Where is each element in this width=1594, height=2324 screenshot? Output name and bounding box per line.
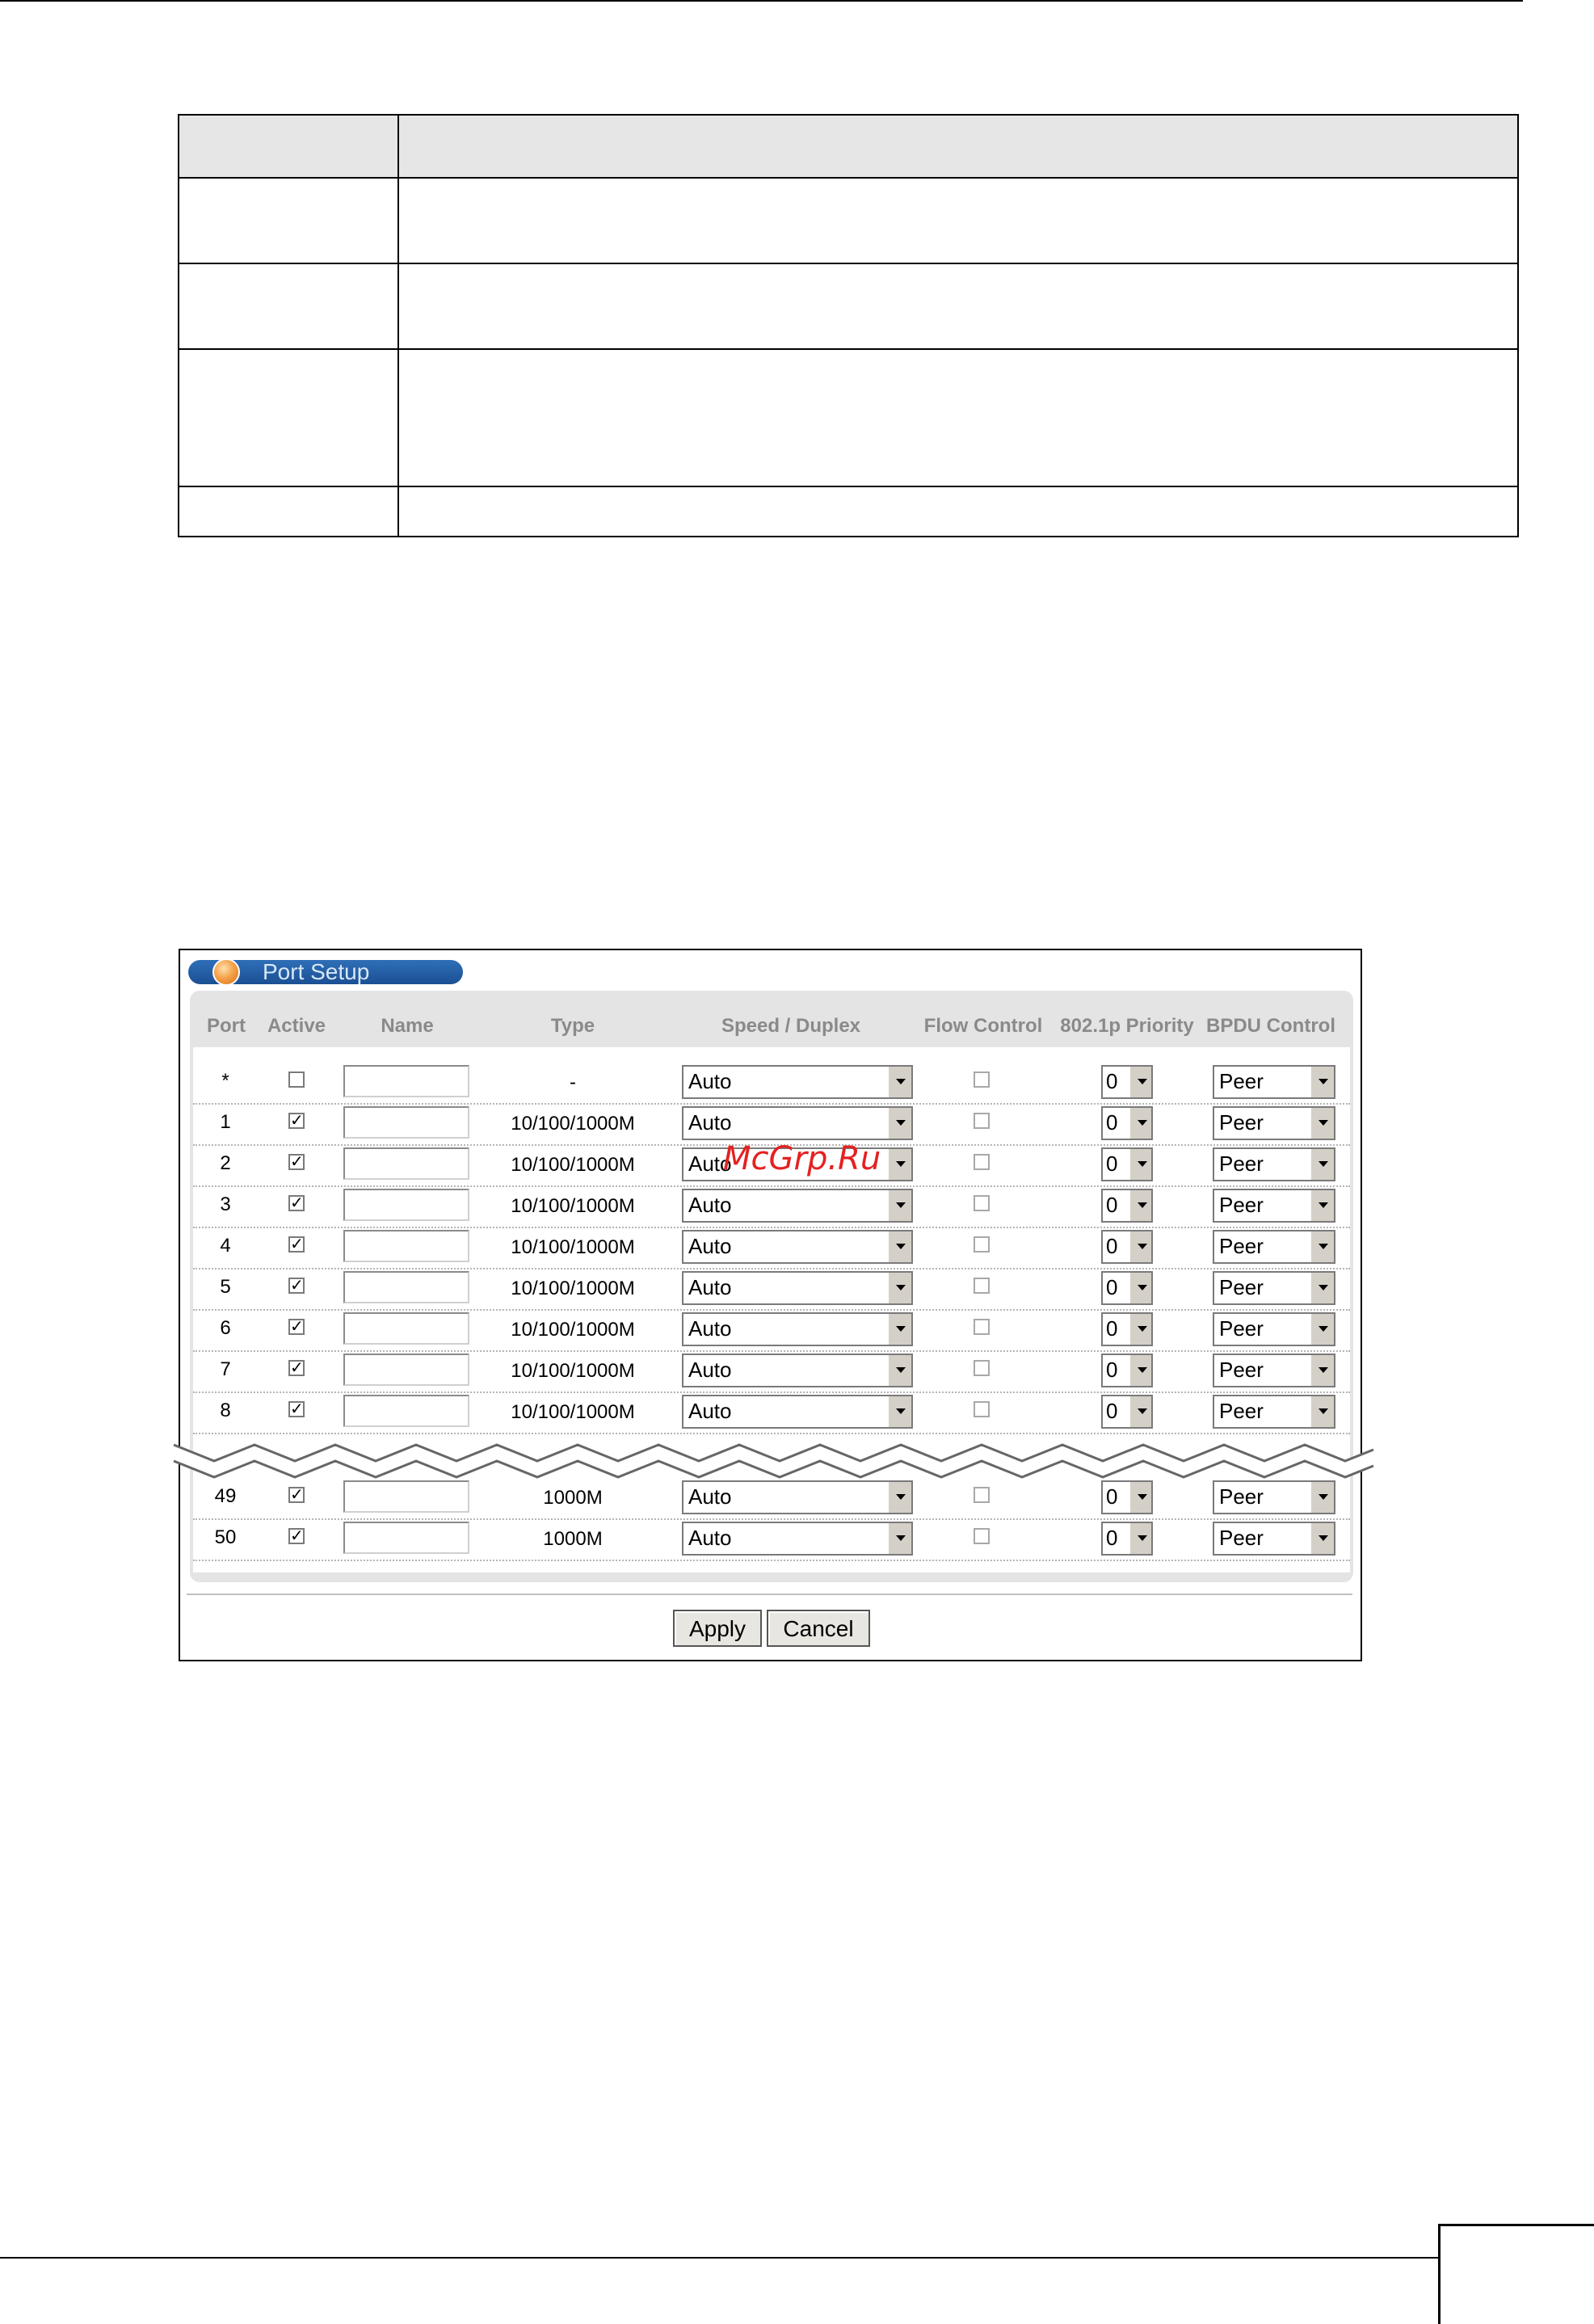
port-number: 49 (214, 1485, 237, 1507)
priority-select[interactable] (1101, 1106, 1153, 1140)
header-flow-control: Flow Control (923, 1015, 1043, 1037)
port-number: 8 (220, 1400, 231, 1421)
table-break-indicator (0, 1430, 1594, 1479)
header-priority: 802.1p Priority (1060, 1015, 1194, 1037)
priority-value: 0 (1106, 1526, 1118, 1550)
priority-select[interactable] (1101, 1065, 1153, 1099)
priority-value: 0 (1106, 1193, 1118, 1217)
active-checkbox[interactable]: ✓ (290, 1318, 304, 1336)
table-row (193, 1062, 1350, 1105)
priority-value: 0 (1106, 1275, 1118, 1299)
priority-select[interactable] (1101, 1271, 1153, 1305)
chevron-down-icon (1310, 1067, 1334, 1097)
chevron-down-icon (887, 1108, 911, 1139)
table-row (193, 1391, 1350, 1434)
bpdu-control-value: Peer (1219, 1110, 1264, 1135)
port-type: 10/100/1000M (511, 1401, 635, 1423)
port-number: * (221, 1070, 229, 1092)
chevron-down-icon (1310, 1396, 1334, 1427)
chevron-down-icon (887, 1482, 911, 1513)
chevron-down-icon (887, 1149, 911, 1180)
speed-duplex-select[interactable] (682, 1522, 913, 1556)
chevron-down-icon (1310, 1273, 1334, 1303)
speed-duplex-value: Auto (688, 1316, 732, 1341)
bpdu-control-value: Peer (1219, 1399, 1264, 1423)
name-input[interactable] (343, 1522, 469, 1554)
bpdu-control-select[interactable] (1213, 1189, 1335, 1223)
chevron-down-icon (1129, 1314, 1151, 1345)
speed-duplex-select[interactable] (682, 1395, 913, 1429)
speed-duplex-value: Auto (688, 1069, 732, 1093)
priority-select[interactable] (1101, 1480, 1153, 1514)
speed-duplex-select[interactable] (682, 1230, 913, 1264)
priority-value: 0 (1106, 1069, 1118, 1093)
speed-duplex-value: Auto (688, 1399, 732, 1423)
chevron-down-icon (1129, 1396, 1151, 1427)
table-row (179, 177, 1517, 264)
bpdu-control-select[interactable] (1213, 1312, 1335, 1346)
bpdu-control-value: Peer (1219, 1069, 1264, 1093)
chevron-down-icon (887, 1314, 911, 1345)
port-type: 10/100/1000M (511, 1319, 635, 1341)
bpdu-control-value: Peer (1219, 1526, 1264, 1550)
panel-title: Port Setup (263, 959, 370, 984)
priority-select[interactable] (1101, 1354, 1153, 1387)
active-checkbox[interactable]: ✓ (290, 1277, 304, 1295)
port-number: 6 (220, 1317, 231, 1339)
description-table (178, 114, 1519, 537)
watermark: McGrp.Ru (723, 1140, 881, 1177)
speed-duplex-value: Auto (688, 1193, 732, 1217)
table-row (193, 1185, 1350, 1228)
flow-control-checkbox[interactable] (974, 1360, 990, 1376)
active-checkbox[interactable] (288, 1071, 305, 1088)
priority-value: 0 (1106, 1484, 1118, 1509)
table-row (179, 486, 1517, 537)
active-checkbox[interactable]: ✓ (290, 1359, 304, 1377)
chevron-down-icon (1310, 1482, 1334, 1513)
bpdu-control-value: Peer (1219, 1234, 1264, 1258)
chevron-down-icon (887, 1067, 911, 1097)
chevron-down-icon (887, 1396, 911, 1427)
port-type: 10/100/1000M (511, 1278, 635, 1299)
bpdu-control-select[interactable] (1213, 1395, 1335, 1429)
speed-duplex-select[interactable] (682, 1065, 913, 1099)
chevron-down-icon (887, 1190, 911, 1221)
speed-duplex-select[interactable] (682, 1312, 913, 1346)
chevron-down-icon (1310, 1190, 1334, 1221)
name-input[interactable] (343, 1354, 469, 1386)
flow-control-checkbox[interactable] (974, 1154, 990, 1170)
chevron-down-icon (1129, 1273, 1151, 1303)
table-row (179, 348, 1517, 487)
header-bpdu-control: BPDU Control (1206, 1015, 1335, 1037)
chevron-down-icon (1310, 1523, 1334, 1554)
port-type: 1000M (543, 1528, 603, 1550)
bpdu-control-value: Peer (1219, 1358, 1264, 1382)
name-input[interactable] (343, 1271, 469, 1303)
chevron-down-icon (1129, 1149, 1151, 1180)
chevron-down-icon (1310, 1108, 1334, 1139)
apply-button[interactable]: Apply (673, 1610, 762, 1647)
priority-value: 0 (1106, 1110, 1118, 1135)
flow-control-checkbox[interactable] (974, 1487, 990, 1503)
chevron-down-icon (887, 1523, 911, 1554)
port-number: 7 (220, 1358, 231, 1380)
header-speed-duplex: Speed / Duplex (721, 1015, 861, 1037)
name-input[interactable] (343, 1065, 469, 1097)
speed-duplex-value: Auto (688, 1358, 732, 1382)
name-input[interactable] (343, 1106, 469, 1139)
page-number-box (1438, 2224, 1594, 2324)
speed-duplex-value: Auto (688, 1151, 732, 1176)
speed-duplex-value: Auto (688, 1234, 732, 1258)
table-row (193, 1309, 1350, 1352)
port-type: 10/100/1000M (511, 1154, 635, 1176)
speed-duplex-select[interactable] (682, 1354, 913, 1387)
speed-duplex-value: Auto (688, 1275, 732, 1299)
chevron-down-icon (887, 1273, 911, 1303)
table-row (193, 1477, 1350, 1520)
port-number: 2 (220, 1152, 231, 1174)
speed-duplex-value: Auto (688, 1110, 732, 1135)
bpdu-control-select[interactable] (1213, 1271, 1335, 1305)
priority-value: 0 (1106, 1316, 1118, 1341)
port-type: 10/100/1000M (511, 1236, 635, 1258)
port-number: 4 (220, 1235, 231, 1257)
speed-duplex-value: Auto (688, 1526, 732, 1550)
active-checkbox[interactable]: ✓ (290, 1153, 304, 1171)
port-number: 50 (214, 1526, 237, 1548)
active-checkbox[interactable]: ✓ (290, 1400, 304, 1418)
header-name: Name (381, 1015, 434, 1037)
flow-control-checkbox[interactable] (974, 1319, 990, 1335)
active-checkbox[interactable]: ✓ (290, 1112, 304, 1130)
priority-select[interactable] (1101, 1189, 1153, 1223)
name-input[interactable] (343, 1480, 469, 1513)
port-setup-panel (179, 949, 1362, 1661)
table-row (193, 1350, 1350, 1393)
chevron-down-icon (1129, 1482, 1151, 1513)
table-row (193, 1268, 1350, 1311)
priority-select[interactable] (1101, 1395, 1153, 1429)
port-type: 10/100/1000M (511, 1195, 635, 1217)
active-checkbox[interactable]: ✓ (290, 1527, 304, 1545)
chevron-down-icon (887, 1355, 911, 1386)
priority-select[interactable] (1101, 1312, 1153, 1346)
bpdu-control-select[interactable] (1213, 1522, 1335, 1556)
active-checkbox[interactable]: ✓ (290, 1236, 304, 1253)
priority-select[interactable] (1101, 1522, 1153, 1556)
active-checkbox[interactable]: ✓ (290, 1486, 304, 1504)
port-number: 1 (220, 1111, 231, 1133)
priority-select[interactable] (1101, 1230, 1153, 1264)
name-input[interactable] (343, 1147, 469, 1180)
port-type: 1000M (543, 1487, 603, 1509)
flow-control-checkbox[interactable] (974, 1195, 990, 1211)
header-port: Port (207, 1015, 246, 1037)
flow-control-checkbox[interactable] (974, 1401, 990, 1417)
flow-control-checkbox[interactable] (974, 1278, 990, 1294)
bpdu-control-value: Peer (1219, 1484, 1264, 1509)
bpdu-control-select[interactable] (1213, 1106, 1335, 1140)
chevron-down-icon (1310, 1314, 1334, 1345)
priority-value: 0 (1106, 1234, 1118, 1258)
name-input[interactable] (343, 1395, 469, 1427)
orange-ball-icon (212, 958, 240, 986)
chevron-down-icon (1129, 1190, 1151, 1221)
flow-control-checkbox[interactable] (974, 1113, 990, 1129)
speed-duplex-select[interactable] (682, 1106, 913, 1140)
flow-control-checkbox[interactable] (974, 1528, 990, 1544)
table-row (193, 1227, 1350, 1269)
page-top-rule (0, 0, 1523, 2)
port-type: 10/100/1000M (511, 1360, 635, 1382)
speed-duplex-select[interactable] (682, 1271, 913, 1305)
port-number: 3 (220, 1194, 231, 1215)
speed-duplex-select[interactable] (682, 1189, 913, 1223)
chevron-down-icon (1310, 1149, 1334, 1180)
chevron-down-icon (1129, 1067, 1151, 1097)
name-input[interactable] (343, 1189, 469, 1221)
panel-divider (187, 1594, 1352, 1595)
bpdu-control-select[interactable] (1213, 1480, 1335, 1514)
bpdu-control-value: Peer (1219, 1193, 1264, 1217)
port-type: - (570, 1071, 576, 1093)
priority-value: 0 (1106, 1399, 1118, 1423)
chevron-down-icon (1129, 1231, 1151, 1262)
flow-control-checkbox[interactable] (974, 1236, 990, 1253)
speed-duplex-select[interactable] (682, 1480, 913, 1514)
table-column-divider (397, 116, 399, 536)
bpdu-control-select[interactable] (1213, 1147, 1335, 1181)
page-bottom-rule (0, 2257, 1438, 2259)
chevron-down-icon (1310, 1355, 1334, 1386)
port-number: 5 (220, 1276, 231, 1298)
priority-select[interactable] (1101, 1147, 1153, 1181)
active-checkbox[interactable]: ✓ (290, 1194, 304, 1212)
bpdu-control-value: Peer (1219, 1275, 1264, 1299)
cancel-button[interactable]: Cancel (767, 1610, 870, 1647)
table-row (179, 263, 1517, 350)
priority-value: 0 (1106, 1358, 1118, 1382)
port-type: 10/100/1000M (511, 1113, 635, 1135)
chevron-down-icon (887, 1231, 911, 1262)
name-input[interactable] (343, 1312, 469, 1345)
flow-control-checkbox[interactable] (974, 1071, 990, 1088)
chevron-down-icon (1129, 1108, 1151, 1139)
chevron-down-icon (1129, 1523, 1151, 1554)
panel-title-bar (188, 960, 463, 984)
bpdu-control-select[interactable] (1213, 1230, 1335, 1264)
bpdu-control-value: Peer (1219, 1316, 1264, 1341)
table-header-row (179, 116, 1517, 177)
bpdu-control-value: Peer (1219, 1151, 1264, 1176)
bpdu-control-select[interactable] (1213, 1354, 1335, 1387)
speed-duplex-value: Auto (688, 1484, 732, 1509)
header-active: Active (267, 1015, 326, 1037)
header-type: Type (550, 1015, 595, 1037)
name-input[interactable] (343, 1230, 469, 1262)
chevron-down-icon (1310, 1231, 1334, 1262)
bpdu-control-select[interactable] (1213, 1065, 1335, 1099)
chevron-down-icon (1129, 1355, 1151, 1386)
priority-value: 0 (1106, 1151, 1118, 1176)
table-row (193, 1518, 1350, 1561)
